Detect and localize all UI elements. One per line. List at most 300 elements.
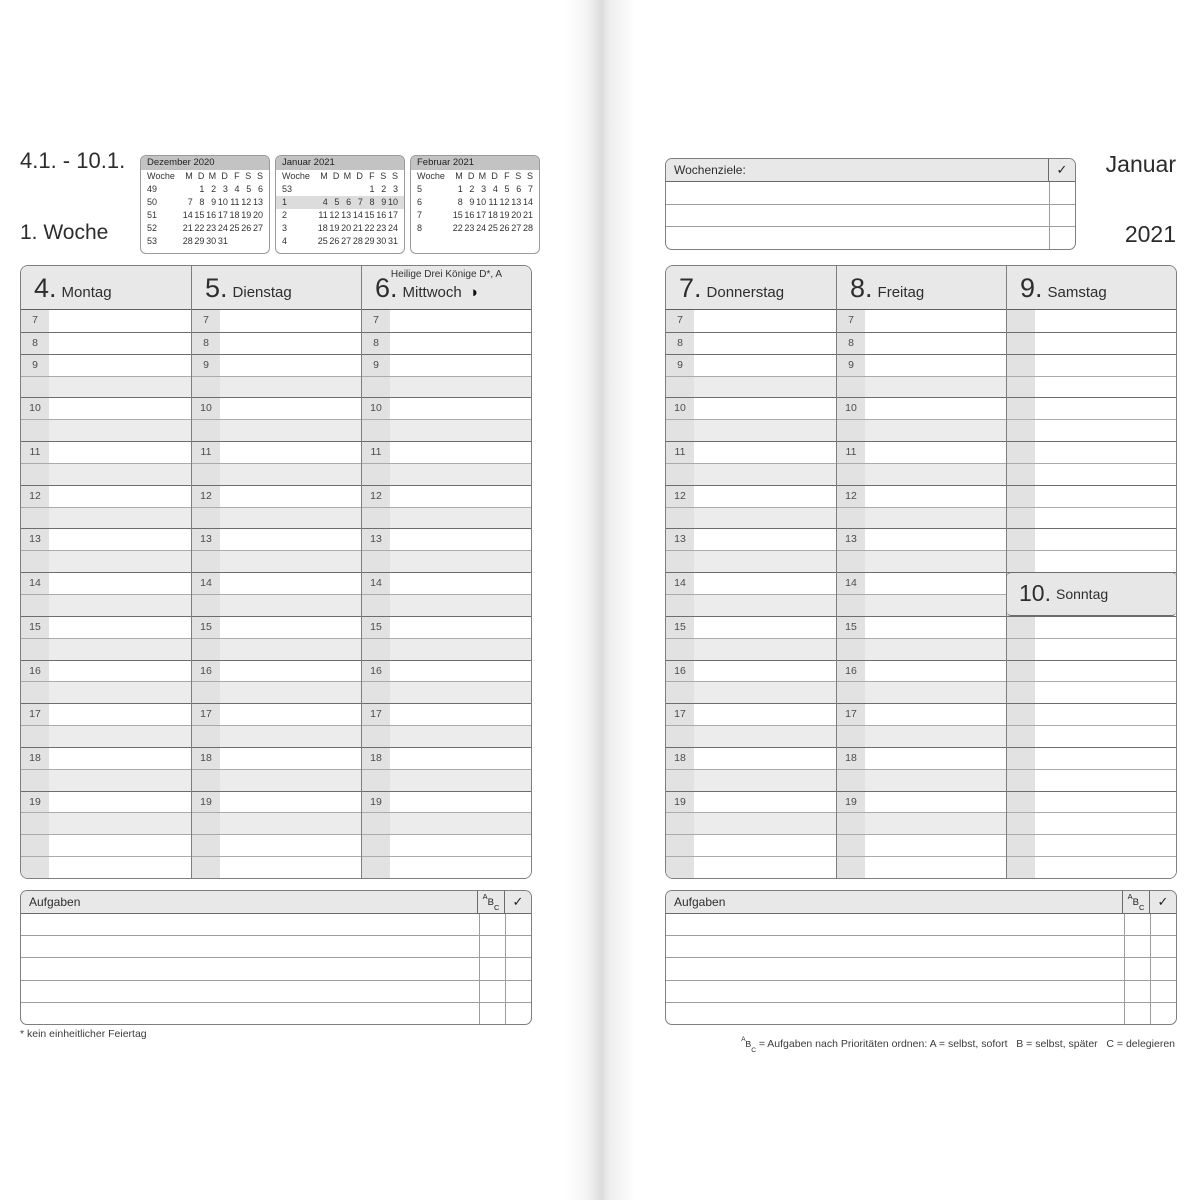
time-row xyxy=(837,834,1006,856)
mini-calendar-cell: 6 xyxy=(516,184,522,194)
mini-calendar-cell: 4 xyxy=(492,184,498,194)
time-row xyxy=(666,834,836,856)
time-row xyxy=(837,725,1006,747)
writing-line xyxy=(666,958,1124,979)
hour-label-strip: 7 xyxy=(21,310,49,332)
time-row xyxy=(192,419,361,441)
mini-calendar-cell: 3 xyxy=(282,223,288,233)
panel-cell xyxy=(1049,227,1075,249)
hour-label-strip xyxy=(837,464,865,485)
panel-row xyxy=(666,226,1075,249)
time-row-13 xyxy=(362,528,531,550)
mini-calendar-cell: 18 xyxy=(317,223,328,233)
hour-label-strip: 10 xyxy=(192,398,220,419)
time-row xyxy=(1007,856,1176,878)
mini-calendar-cell: 6 xyxy=(346,197,352,207)
day-number: 9. xyxy=(1020,273,1043,303)
hour-label-strip: 11 xyxy=(362,442,390,463)
time-row-18 xyxy=(21,747,191,769)
hour-label-strip: 12 xyxy=(21,486,49,507)
day-header-thursday xyxy=(666,266,836,310)
mini-calendar-cell: 50 xyxy=(147,197,158,207)
mini-calendar-cell: 21 xyxy=(352,223,363,233)
weekly-goals-rows xyxy=(666,182,1075,249)
hour-label-strip xyxy=(666,639,694,660)
priority-abc-header: $^AB_C$ xyxy=(477,891,504,913)
mini-calendar-cell: Woche xyxy=(282,171,310,181)
mini-calendar-cell: 16 xyxy=(464,210,475,220)
mini-calendar-week-row xyxy=(141,209,269,222)
mini-calendar-cell: 15 xyxy=(452,210,463,220)
time-row-14 xyxy=(837,572,1006,594)
hour-label-strip xyxy=(362,682,390,703)
mini-calendar-week-row xyxy=(276,222,404,235)
hour-label-strip xyxy=(666,857,694,878)
hour-label-strip: 18 xyxy=(666,748,694,769)
panel-cell xyxy=(1150,958,1176,979)
time-row xyxy=(362,376,531,398)
time-row-15 xyxy=(21,616,191,638)
time-row-9 xyxy=(837,354,1006,376)
mini-calendar-cell: 4 xyxy=(234,184,240,194)
time-row-16 xyxy=(666,660,836,682)
hour-label-strip: 15 xyxy=(21,617,49,638)
time-row-10 xyxy=(1007,397,1176,419)
writing-line xyxy=(666,1003,1124,1024)
mini-calendar-cell: 22 xyxy=(364,223,375,233)
time-row-9 xyxy=(1007,354,1176,376)
day-name: Freitag xyxy=(877,284,925,301)
time-row xyxy=(192,725,361,747)
mini-calendar-cell: 18 xyxy=(229,210,240,220)
tasks-rows-left xyxy=(21,914,531,1024)
mini-calendar-cell: 13 xyxy=(341,210,352,220)
time-row xyxy=(1007,507,1176,529)
time-row xyxy=(837,769,1006,791)
hour-label-strip: 19 xyxy=(192,792,220,813)
time-row-14 xyxy=(666,572,836,594)
time-row-11 xyxy=(21,441,191,463)
time-row-19 xyxy=(837,791,1006,813)
hour-label-strip xyxy=(1007,398,1035,419)
mini-calendar-cell: 4 xyxy=(322,197,328,207)
month-label: Januar xyxy=(1105,151,1176,177)
mini-calendar-cell: 6 xyxy=(417,197,423,207)
mini-calendar-cell: 29 xyxy=(364,236,375,246)
mini-calendar-cell: 8 xyxy=(199,197,205,207)
hour-label-strip xyxy=(837,420,865,441)
hour-label-strip: 14 xyxy=(666,573,694,594)
hour-label-strip: 19 xyxy=(21,792,49,813)
hour-label-strip xyxy=(21,835,49,856)
hour-label-strip xyxy=(362,813,390,834)
hour-label-strip xyxy=(1007,639,1035,660)
writing-line xyxy=(666,914,1124,935)
hour-label-strip: 13 xyxy=(666,529,694,550)
time-row xyxy=(666,681,836,703)
hour-label-strip xyxy=(837,595,865,616)
time-row xyxy=(1007,376,1176,398)
mini-calendar-title: Februar 2021 xyxy=(411,156,539,170)
panel-cell xyxy=(1049,205,1075,227)
time-row-11 xyxy=(362,441,531,463)
mini-calendar-cell: 14 xyxy=(352,210,363,220)
hour-label-strip: 14 xyxy=(21,573,49,594)
mini-calendar-cell: M xyxy=(478,171,487,181)
hour-label-strip xyxy=(362,464,390,485)
time-row xyxy=(192,856,361,878)
hour-label-strip xyxy=(1007,333,1035,354)
time-row xyxy=(1007,638,1176,660)
day-rows-saturday xyxy=(1007,310,1176,878)
panel-cell xyxy=(505,936,531,957)
hour-label-strip xyxy=(362,595,390,616)
mini-calendar-cell: 9 xyxy=(211,197,217,207)
hour-label-strip: 16 xyxy=(21,661,49,682)
mini-calendar-cell xyxy=(351,183,363,196)
mini-calendar-title: Januar 2021 xyxy=(276,156,404,170)
writing-line xyxy=(21,936,479,957)
mini-calendar-cell: 3 xyxy=(222,184,228,194)
panel-cell xyxy=(1124,958,1150,979)
time-row xyxy=(192,463,361,485)
panel-cell xyxy=(1150,981,1176,1002)
mini-calendar-cell: 7 xyxy=(357,197,363,207)
hour-label-strip: 13 xyxy=(362,529,390,550)
panel-row xyxy=(666,914,1176,935)
time-row xyxy=(362,681,531,703)
hour-label-strip xyxy=(1007,813,1035,834)
mini-calendar-cell xyxy=(251,235,263,248)
hour-label-strip xyxy=(21,464,49,485)
writing-line xyxy=(21,981,479,1002)
time-row xyxy=(192,834,361,856)
hour-label-strip xyxy=(1007,529,1035,550)
panel-cell xyxy=(1150,936,1176,957)
time-row xyxy=(837,550,1006,572)
time-row-19 xyxy=(1007,791,1176,813)
time-row-15 xyxy=(1007,616,1176,638)
hour-label-strip xyxy=(1007,310,1035,332)
panel-row xyxy=(666,957,1176,979)
day-column-saturday xyxy=(1006,266,1176,878)
hour-label-strip: 9 xyxy=(666,355,694,376)
hour-label-strip xyxy=(666,464,694,485)
mini-calendar-january xyxy=(275,155,405,254)
mini-calendar-cell xyxy=(339,183,351,196)
panel-row xyxy=(21,935,531,957)
panel-row xyxy=(666,980,1176,1002)
holiday-footnote: * kein einheitlicher Feiertag xyxy=(20,1028,147,1040)
time-row-7 xyxy=(192,310,361,332)
time-row-8 xyxy=(1007,332,1176,354)
time-row xyxy=(362,419,531,441)
left-week-grid xyxy=(20,265,532,879)
writing-line xyxy=(666,227,1049,249)
day-rows-monday xyxy=(21,310,191,878)
hour-label-strip xyxy=(192,770,220,791)
mini-calendar-cell: 24 xyxy=(217,223,228,233)
hour-label-strip: 13 xyxy=(192,529,220,550)
time-row xyxy=(666,856,836,878)
time-row-19 xyxy=(192,791,361,813)
time-row-17 xyxy=(837,703,1006,725)
hour-label-strip xyxy=(21,377,49,398)
mini-calendar-week-row xyxy=(411,222,539,235)
hour-label-strip xyxy=(192,639,220,660)
hour-label-strip: 18 xyxy=(362,748,390,769)
hour-label-strip: 17 xyxy=(21,704,49,725)
time-row xyxy=(837,856,1006,878)
hour-label-strip xyxy=(192,420,220,441)
mini-calendar-cell: 2 xyxy=(469,184,475,194)
time-row xyxy=(666,725,836,747)
day-number: 5. xyxy=(205,273,228,303)
time-row xyxy=(21,507,191,529)
mini-calendar-cell: D xyxy=(332,171,340,181)
hour-label-strip xyxy=(192,377,220,398)
mini-calendar-cell: 30 xyxy=(376,236,387,246)
tasks-header-right xyxy=(666,891,1176,914)
day-header-monday xyxy=(21,266,191,310)
hour-label-strip xyxy=(666,682,694,703)
mini-calendar-cell: F xyxy=(234,171,240,181)
time-row xyxy=(192,681,361,703)
mini-calendar-cell: D xyxy=(467,171,475,181)
hour-label-strip xyxy=(362,377,390,398)
hour-label-strip xyxy=(666,813,694,834)
hour-label-strip xyxy=(1007,857,1035,878)
mini-calendar-cell: 15 xyxy=(194,210,205,220)
panel-cell xyxy=(1124,1003,1150,1024)
hour-label-strip: 8 xyxy=(21,333,49,354)
time-row-8 xyxy=(362,332,531,354)
hour-label-strip: 12 xyxy=(837,486,865,507)
time-row xyxy=(362,550,531,572)
day-number: 4. xyxy=(34,273,57,303)
mini-calendar-cell xyxy=(328,183,340,196)
mini-calendar-cell: 49 xyxy=(147,184,158,194)
hour-label-strip xyxy=(666,420,694,441)
hour-label-strip xyxy=(21,813,49,834)
time-row xyxy=(21,419,191,441)
day-name: Montag xyxy=(61,284,112,301)
mini-calendar-cell: 26 xyxy=(241,223,252,233)
hour-label-strip xyxy=(1007,682,1035,703)
time-row-12 xyxy=(362,485,531,507)
mini-calendar-cell: 8 xyxy=(457,197,463,207)
mini-calendar-cell: 9 xyxy=(469,197,475,207)
mini-calendar-cell: M xyxy=(455,171,463,181)
time-row-7 xyxy=(666,310,836,332)
mini-calendar-cell: 7 xyxy=(527,184,533,194)
hour-label-strip: 19 xyxy=(837,792,865,813)
mini-calendar-cell xyxy=(240,235,252,248)
mini-calendar-cell: 27 xyxy=(252,223,263,233)
hour-label-strip: 10 xyxy=(666,398,694,419)
time-row-10 xyxy=(21,397,191,419)
hour-label-strip xyxy=(21,857,49,878)
weekly-goals-panel xyxy=(665,158,1076,250)
right-week-grid xyxy=(665,265,1177,879)
panel-row xyxy=(666,1002,1176,1024)
time-row-10 xyxy=(666,397,836,419)
time-row xyxy=(362,638,531,660)
hour-label-strip xyxy=(666,835,694,856)
hour-label-strip xyxy=(1007,377,1035,398)
mini-calendar-cell: 19 xyxy=(241,210,252,220)
day-column-monday xyxy=(21,266,191,878)
hour-label-strip xyxy=(21,682,49,703)
time-row xyxy=(666,812,836,834)
hour-label-strip xyxy=(1007,726,1035,747)
time-row xyxy=(1007,834,1176,856)
hour-label-strip xyxy=(192,508,220,529)
mini-calendar-cell: 8 xyxy=(369,197,375,207)
hour-label-strip xyxy=(362,508,390,529)
mini-calendar-cell: 4 xyxy=(282,236,288,246)
time-row xyxy=(1007,812,1176,834)
mini-calendar-cell: S xyxy=(256,171,263,181)
hour-label-strip xyxy=(1007,770,1035,791)
abc-priority-footnote: $^AB_C$ = Aufgaben nach Prioritäten ordnen: A = selbst, sofort B = selbst, später C = delegieren xyxy=(741,1036,1175,1054)
panel-cell xyxy=(479,958,505,979)
tasks-panel-left xyxy=(20,890,532,1025)
hour-label-strip: 12 xyxy=(192,486,220,507)
time-row xyxy=(837,638,1006,660)
day-column-tuesday xyxy=(191,266,361,878)
time-row-19 xyxy=(21,791,191,813)
panel-cell xyxy=(1150,914,1176,935)
mini-calendar-cell: 25 xyxy=(487,223,498,233)
mini-calendar-cell: S xyxy=(391,171,398,181)
hour-label-strip: 15 xyxy=(192,617,220,638)
time-row xyxy=(837,507,1006,529)
hour-label-strip xyxy=(837,682,865,703)
mini-calendar-week-row xyxy=(141,235,269,248)
mini-calendar-week-row xyxy=(141,183,269,196)
hour-label-strip xyxy=(1007,661,1035,682)
panel-cell xyxy=(479,936,505,957)
hour-label-strip xyxy=(192,551,220,572)
hour-label-strip: 10 xyxy=(837,398,865,419)
mini-calendar-cell: 17 xyxy=(387,210,398,220)
time-row-9 xyxy=(666,354,836,376)
time-row-10 xyxy=(192,397,361,419)
day-header-wednesday xyxy=(362,266,531,310)
mini-calendar-cell: M xyxy=(320,171,328,181)
priority-abc-header: $^AB_C$ xyxy=(1122,891,1149,913)
mini-calendar-cell: 5 xyxy=(504,184,510,194)
mini-calendar-cell: 13 xyxy=(252,197,263,207)
mini-calendar-header-row xyxy=(276,170,404,183)
mini-calendar-cell: 7 xyxy=(187,197,193,207)
hour-label-strip xyxy=(1007,508,1035,529)
mini-calendar-cell: 16 xyxy=(206,210,217,220)
hour-label-strip xyxy=(21,508,49,529)
hour-label-strip: 18 xyxy=(21,748,49,769)
day-column-wednesday xyxy=(361,266,531,878)
mini-calendar-cell: 15 xyxy=(364,210,375,220)
day-number: 7. xyxy=(679,273,702,303)
time-row-11 xyxy=(666,441,836,463)
panel-cell xyxy=(479,981,505,1002)
day-name: Samstag xyxy=(1047,284,1107,301)
time-row xyxy=(666,507,836,529)
mini-calendar-cell: 24 xyxy=(387,223,398,233)
hour-label-strip xyxy=(666,595,694,616)
time-row-15 xyxy=(837,616,1006,638)
mini-calendar-cell: Woche xyxy=(417,171,445,181)
panel-row xyxy=(21,914,531,935)
time-row-11 xyxy=(837,441,1006,463)
mini-calendar-cell: 5 xyxy=(246,184,252,194)
day-column-thursday xyxy=(666,266,836,878)
panel-row xyxy=(666,935,1176,957)
hour-label-strip xyxy=(362,551,390,572)
mini-calendar-cell: M xyxy=(343,171,352,181)
hour-label-strip: 8 xyxy=(666,333,694,354)
panel-row xyxy=(21,980,531,1002)
tasks-header-left xyxy=(21,891,531,914)
time-row xyxy=(837,376,1006,398)
mini-calendar-cell: 11 xyxy=(230,197,240,207)
time-row xyxy=(362,507,531,529)
time-row xyxy=(1007,769,1176,791)
hour-label-strip xyxy=(1007,792,1035,813)
hour-label-strip: 9 xyxy=(837,355,865,376)
mini-calendar-cell: D xyxy=(197,171,205,181)
time-row xyxy=(362,594,531,616)
mini-calendar-cell: 3 xyxy=(392,184,398,194)
mini-calendar-cell: D xyxy=(356,171,363,181)
time-row-18 xyxy=(837,747,1006,769)
hour-label-strip: 18 xyxy=(837,748,865,769)
mini-calendar-cell: 53 xyxy=(147,236,158,246)
hour-label-strip xyxy=(1007,748,1035,769)
panel-cell xyxy=(505,1003,531,1024)
time-row-16 xyxy=(362,660,531,682)
mini-calendar-cell: 5 xyxy=(417,184,423,194)
time-row xyxy=(837,594,1006,616)
hour-label-strip: 16 xyxy=(666,661,694,682)
hour-label-strip: 7 xyxy=(837,310,865,332)
mini-calendar-cell: 25 xyxy=(317,236,328,246)
time-row-17 xyxy=(1007,703,1176,725)
hour-label-strip: 17 xyxy=(837,704,865,725)
hour-label-strip: 16 xyxy=(837,661,865,682)
time-row xyxy=(21,376,191,398)
hour-label-strip xyxy=(21,595,49,616)
time-row-16 xyxy=(837,660,1006,682)
hour-label-strip: 10 xyxy=(21,398,49,419)
time-row xyxy=(1007,550,1176,572)
mini-calendar-cell: M xyxy=(185,171,193,181)
time-row-9 xyxy=(21,354,191,376)
mini-calendar-week-row xyxy=(276,183,404,196)
hour-label-strip xyxy=(1007,486,1035,507)
hour-label-strip: 15 xyxy=(837,617,865,638)
tasks-label: Aufgaben xyxy=(29,895,81,909)
time-row-15 xyxy=(666,616,836,638)
hour-label-strip: 19 xyxy=(362,792,390,813)
time-row-17 xyxy=(21,703,191,725)
hour-label-strip xyxy=(362,770,390,791)
day-number: 10. xyxy=(1019,580,1051,607)
mini-calendar-cell: 22 xyxy=(194,223,205,233)
mini-calendar-cell: 10 xyxy=(476,197,487,207)
day-rows-tuesday xyxy=(192,310,361,878)
